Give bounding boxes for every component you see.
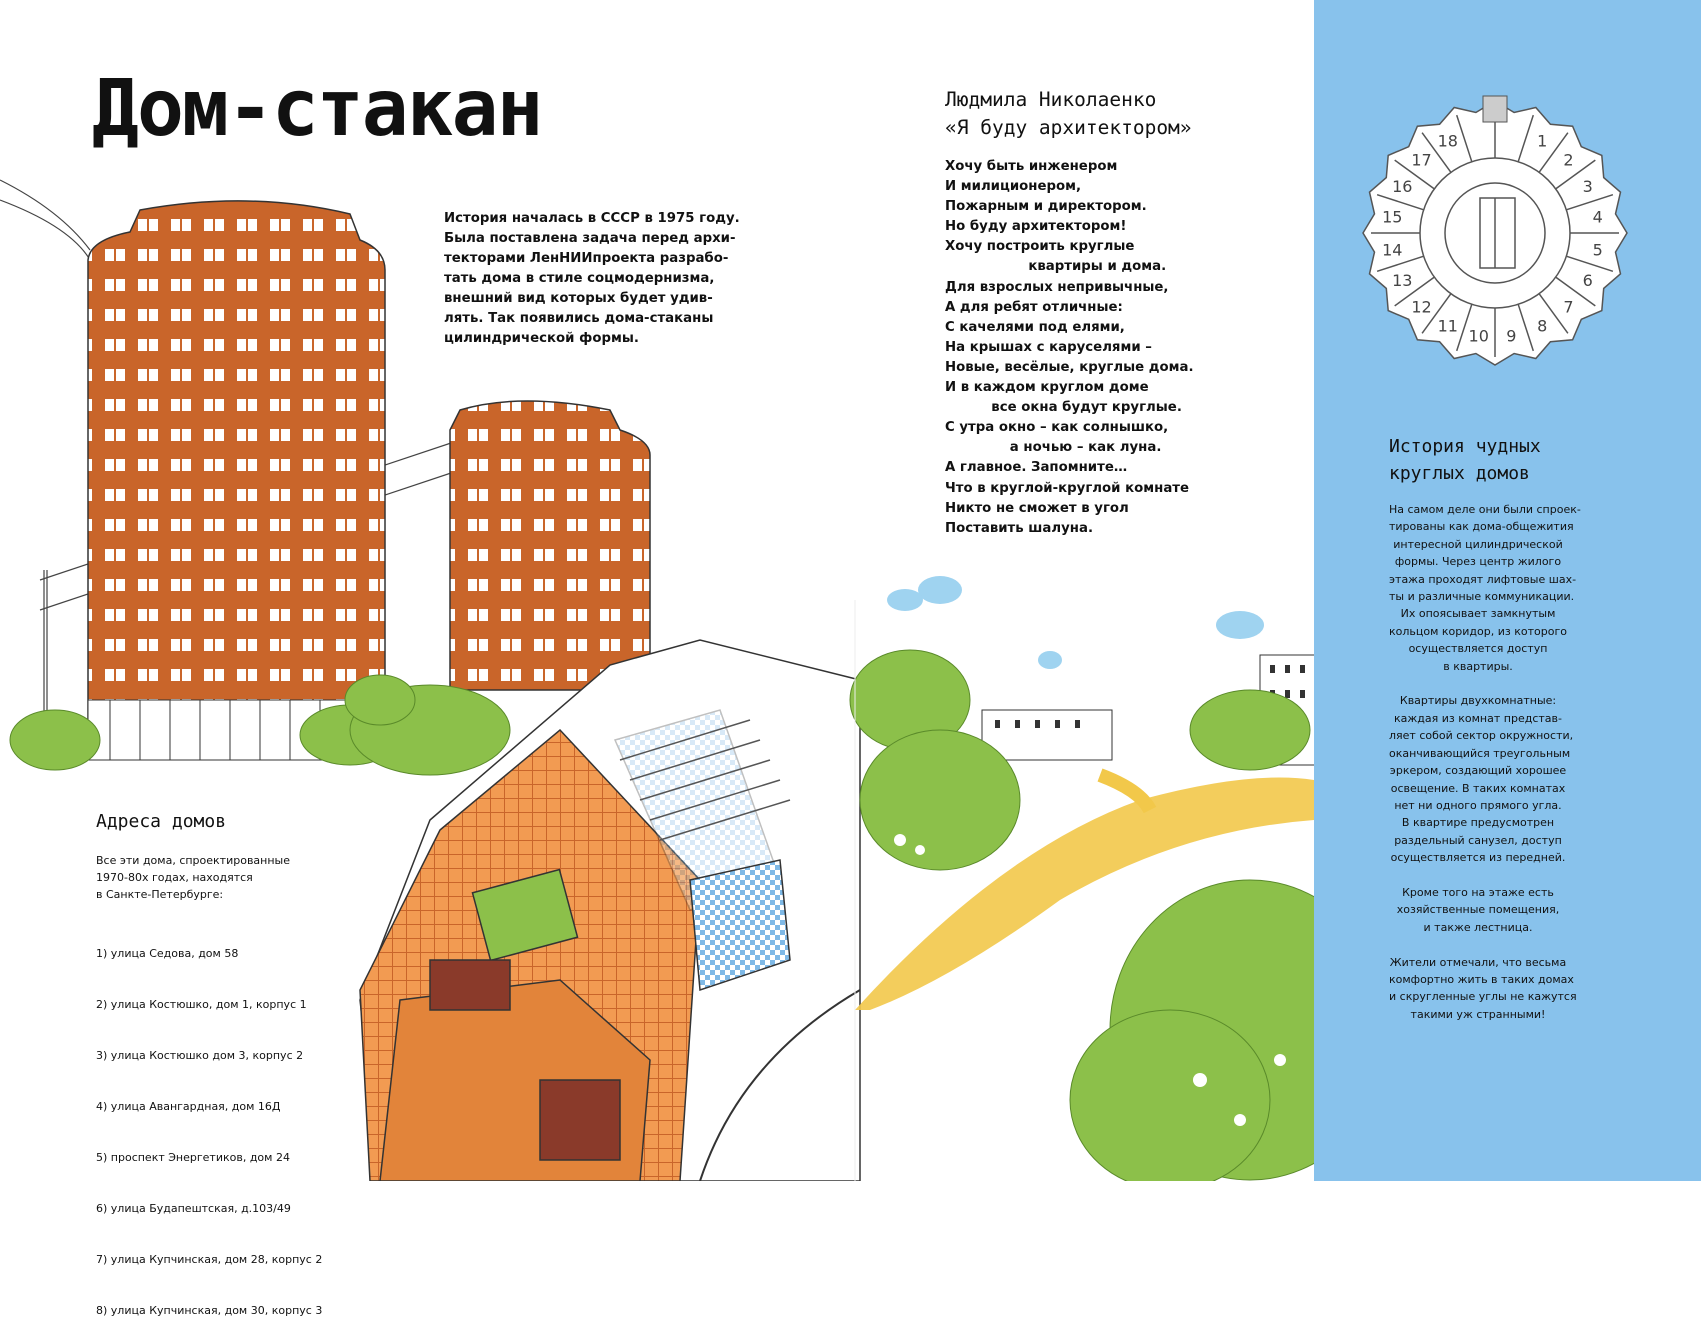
list-item: 5) проспект Энергетиков, дом 24 xyxy=(96,1151,290,1164)
floor-plan-number: 7 xyxy=(1563,297,1574,317)
floor-plan-number: 2 xyxy=(1563,150,1574,170)
floor-plan-number: 11 xyxy=(1437,316,1458,336)
list-item: 8) улица Купчинская, дом 30, корпус 3 xyxy=(96,1304,323,1317)
poem-author: Людмила Николаенко xyxy=(945,88,1157,111)
floor-plan-number: 12 xyxy=(1411,297,1432,317)
sidebar-heading: История чудных круглых домов xyxy=(1389,436,1541,484)
poem-text: Хочу быть инженером И милиционером, Пожарным и директором. Но буду архитектором! Хочу построить круглые квартиры и дома. Для взрослых непривычные, А для ребят отличные: С качелями под елями, На крышах с каруселями – Новые, весёлые, круглые дома. И в каждом круглом доме все окна будут круглые. С утра окно – как солнышко, а ночью – как луна. А главное. Запомните… Что в круглой-круглой комнате Никто не сможет в угол Поставить шалуна. xyxy=(945,159,1194,536)
list-item: 7) улица Купчинская, дом 28, корпус 2 xyxy=(96,1253,323,1266)
page-title: Дом-стакан xyxy=(92,64,542,154)
sidebar-text: На самом деле они были спроек- тированы как дома-общежития интересной цилиндрической формы. Через центр жилого этажа проходят лифтовые шах- ты и различные коммуникации. Их опоясывает замкнутым кольцом коридор, из которого осуществляется доступ в квартиры. Квартиры двухкомнатные: каждая из комнат представ- ляет собой сектор окружности, оканчивающийся треугольным эркером, создающий хорошее освещение. В таких комнатах нет ни одного прямого угла. В квартире предусмотрен раздельный санузел, доступ осуществляется из передней. Кроме того на этаже есть хозяйственные помещения, и также лестница. Жители отмечали, что весьма комфортно жить в таких домах и скругленные углы не кажутся такими уж странными! xyxy=(1389,503,1581,1021)
poem-title: «Я буду архитектором» xyxy=(945,116,1192,139)
floor-plan-number: 18 xyxy=(1437,131,1458,151)
floor-plan-number: 10 xyxy=(1468,326,1489,346)
landscape-illustration xyxy=(850,576,1390,1181)
floor-plan-number: 15 xyxy=(1382,207,1403,227)
tall-tower-illustration xyxy=(88,201,385,760)
addresses-intro: Все эти дома, спроектированные 1970-80х годах, находятся в Санкте-Петербурге: xyxy=(96,854,291,901)
floor-plan-number: 17 xyxy=(1411,150,1432,170)
floor-plan-number: 6 xyxy=(1582,271,1593,291)
list-item: 6) улица Будапештская, д.103/49 xyxy=(96,1202,291,1215)
floor-plan-number: 8 xyxy=(1537,316,1548,336)
floor-plan-number: 13 xyxy=(1392,271,1413,291)
floor-plan-number: 16 xyxy=(1392,176,1413,196)
short-tower-illustration xyxy=(450,401,650,690)
list-item: 1) улица Седова, дом 58 xyxy=(96,947,239,960)
floor-plan-number: 9 xyxy=(1506,326,1517,346)
floor-plan-number: 5 xyxy=(1592,240,1603,260)
list-item: 2) улица Костюшко, дом 1, корпус 1 xyxy=(96,998,307,1011)
addresses-list xyxy=(96,911,322,1336)
addresses-heading: Адреса домов xyxy=(96,811,227,832)
list-item: 3) улица Костюшко дом 3, корпус 2 xyxy=(96,1049,304,1062)
list-item: 4) улица Авангардная, дом 16Д xyxy=(96,1100,281,1113)
floor-plan-number: 4 xyxy=(1592,207,1603,227)
floor-plan-illustration xyxy=(1355,88,1635,378)
intro-text: История началась в СССР в 1975 году. Была поставлена задача перед архи- текторами ЛенНИИпроекта разрабо- тать дома в стиле соцмодернизма, внешний вид которых будет удив- лять. Так появились дома-стаканы цилиндрической формы. xyxy=(444,211,740,346)
floor-plan-number: 14 xyxy=(1382,240,1403,260)
floor-plan-number: 1 xyxy=(1537,131,1548,151)
floor-plan-number: 3 xyxy=(1582,176,1593,196)
